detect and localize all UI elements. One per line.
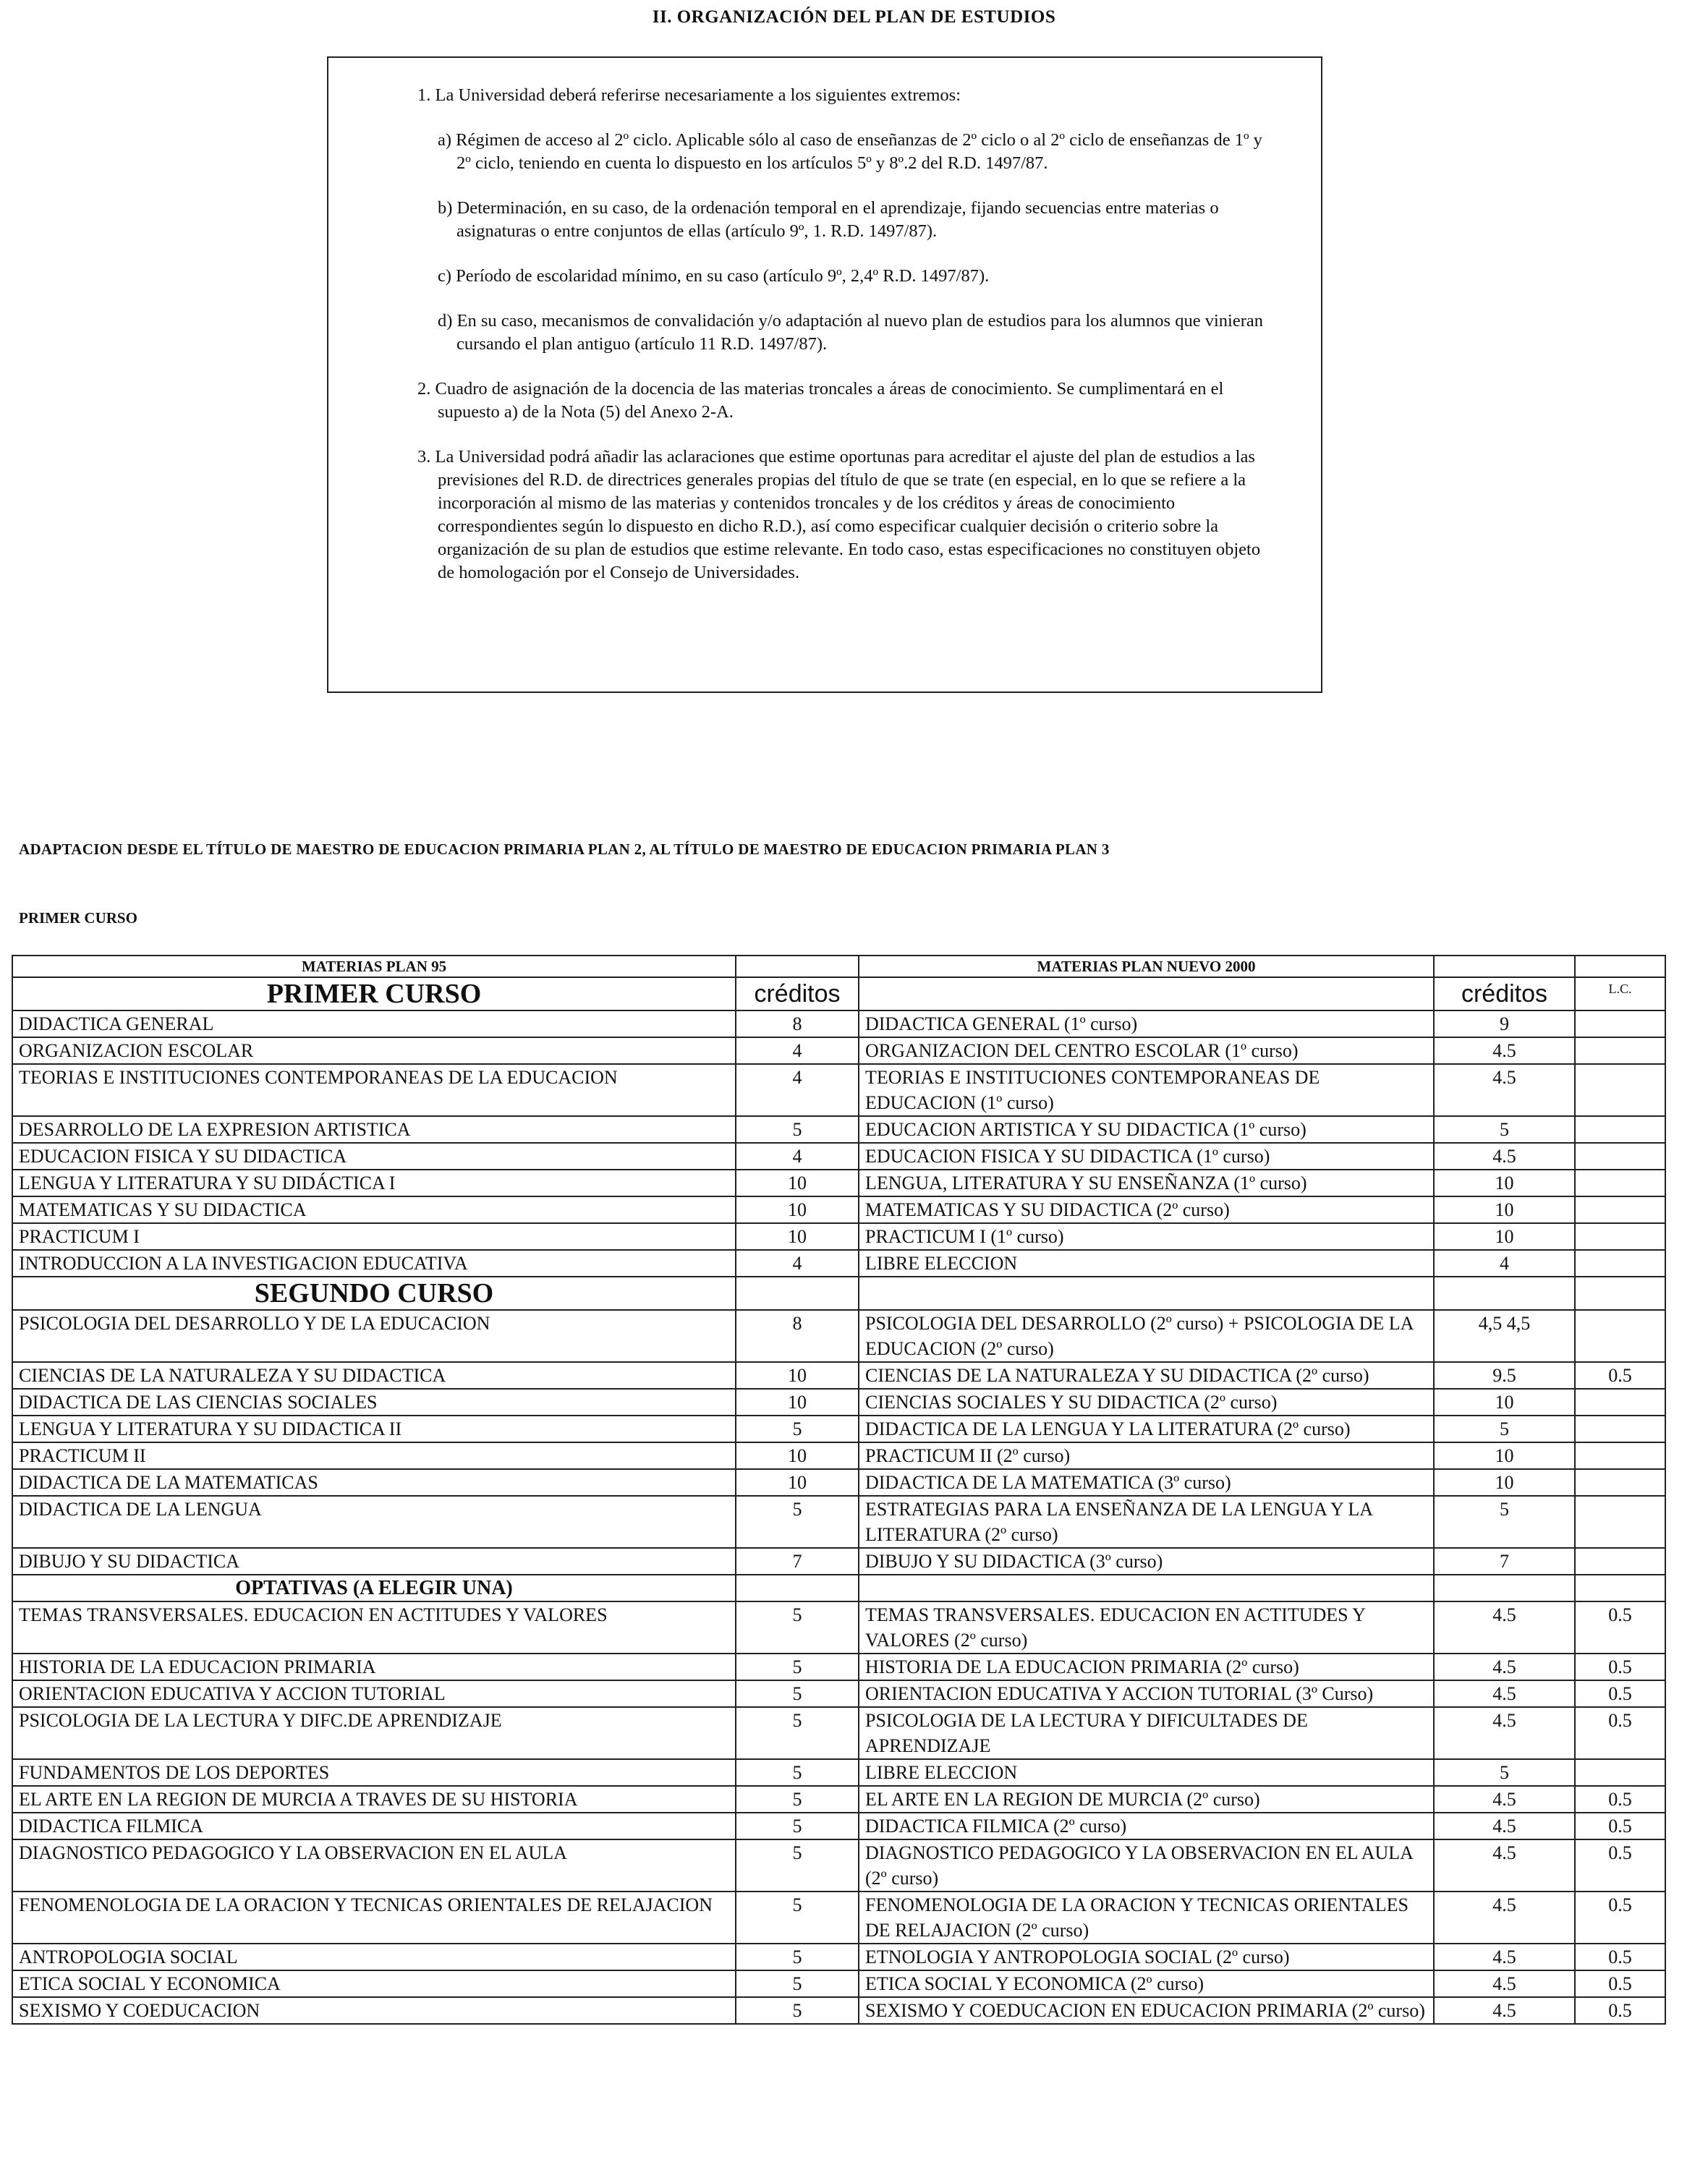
lc-credits: [1575, 1389, 1665, 1416]
table-row: [12, 1310, 1665, 1362]
old-subject: ANTROPOLOGIA SOCIAL: [12, 1944, 736, 1970]
table-row: [12, 1196, 1665, 1223]
new-subject: DIDACTICA DE LA MATEMATICA (3º curso): [859, 1469, 1434, 1496]
header-empty: [1575, 956, 1665, 977]
header-empty: [736, 956, 859, 977]
table-row: [12, 1037, 1665, 1064]
old-subject: MATEMATICAS Y SU DIDACTICA: [12, 1196, 736, 1223]
old-subject: EDUCACION FISICA Y SU DIDACTICA: [12, 1143, 736, 1170]
new-credits: 7: [1434, 1548, 1575, 1575]
lc-credits: [1575, 1170, 1665, 1196]
old-credits: 5: [736, 1786, 859, 1813]
header-plan-95: MATERIAS PLAN 95: [12, 956, 736, 977]
instruction-item-1: 1. La Universidad deberá referirse necesariamente a los siguientes extremos:: [417, 85, 961, 105]
new-subject: PRACTICUM I (1º curso): [859, 1223, 1434, 1250]
new-credits: 10: [1434, 1389, 1575, 1416]
lc-credits: 0.5: [1575, 1839, 1665, 1892]
old-subject: PRACTICUM II: [12, 1442, 736, 1469]
lc-credits: 0.5: [1575, 1786, 1665, 1813]
old-credits: 4: [736, 1037, 859, 1064]
empty-cell: [736, 1277, 859, 1310]
section-row-primer-curso: [12, 977, 1665, 1010]
old-subject: INTRODUCCION A LA INVESTIGACION EDUCATIVA: [12, 1250, 736, 1277]
table-row: [12, 1064, 1665, 1116]
lc-credits: [1575, 1196, 1665, 1223]
section-row-segundo-curso-heading: SEGUNDO CURSO: [12, 1277, 736, 1310]
new-credits: 4.5: [1434, 1892, 1575, 1944]
new-credits: 4: [1434, 1250, 1575, 1277]
new-credits: 4.5: [1434, 1839, 1575, 1892]
new-subject: PRACTICUM II (2º curso): [859, 1442, 1434, 1469]
table-row: [12, 1469, 1665, 1496]
old-subject: TEMAS TRANSVERSALES. EDUCACION EN ACTITUDES Y VALORES: [12, 1601, 736, 1654]
empty-cell: [1575, 1575, 1665, 1601]
creditos-label-new: créditos: [1434, 977, 1575, 1010]
new-credits: 10: [1434, 1442, 1575, 1469]
old-credits: 5: [736, 1839, 859, 1892]
instructions-box: [327, 56, 1322, 693]
new-subject: EL ARTE EN LA REGION DE MURCIA (2º curso): [859, 1786, 1434, 1813]
old-subject: FENOMENOLOGIA DE LA ORACION Y TECNICAS ORIENTALES DE RELAJACION: [12, 1892, 736, 1944]
adaptation-title: ADAPTACION DESDE EL TÍTULO DE MAESTRO DE EDUCACION PRIMARIA PLAN 2, AL TÍTULO DE MAESTRO DE EDUCACION PRIMARIA PLAN 3: [19, 841, 1110, 858]
lc-credits: 0.5: [1575, 1362, 1665, 1389]
empty-cell: [859, 1277, 1434, 1310]
new-credits: 10: [1434, 1196, 1575, 1223]
lc-credits: [1575, 1442, 1665, 1469]
table-row: [12, 1223, 1665, 1250]
old-subject: CIENCIAS DE LA NATURALEZA Y SU DIDACTICA: [12, 1362, 736, 1389]
old-credits: 10: [736, 1442, 859, 1469]
lc-credits: 0.5: [1575, 1997, 1665, 2024]
new-credits: 4,5 4,5: [1434, 1310, 1575, 1362]
section-row-segundo-curso: [12, 1277, 1665, 1310]
lc-credits: [1575, 1143, 1665, 1170]
new-credits: 4.5: [1434, 1997, 1575, 2024]
curso-title: PRIMER CURSO: [19, 909, 137, 927]
new-credits: 4.5: [1434, 1970, 1575, 1997]
lc-credits: [1575, 1116, 1665, 1143]
table-row: [12, 1116, 1665, 1143]
old-subject: ORGANIZACION ESCOLAR: [12, 1037, 736, 1064]
new-subject: DIAGNOSTICO PEDAGOGICO Y LA OBSERVACION EN EL AULA (2º curso): [859, 1839, 1434, 1892]
old-subject: LENGUA Y LITERATURA Y SU DIDÁCTICA I: [12, 1170, 736, 1196]
lc-credits: [1575, 1223, 1665, 1250]
old-credits: 7: [736, 1548, 859, 1575]
table-row: [12, 1601, 1665, 1654]
new-subject: ORIENTACION EDUCATIVA Y ACCION TUTORIAL (3º Curso): [859, 1680, 1434, 1707]
old-subject: LENGUA Y LITERATURA Y SU DIDACTICA II: [12, 1416, 736, 1442]
new-credits: 5: [1434, 1496, 1575, 1548]
new-credits: 4.5: [1434, 1143, 1575, 1170]
lc-credits: 0.5: [1575, 1970, 1665, 1997]
table-row: [12, 1496, 1665, 1548]
creditos-label-old: créditos: [736, 977, 859, 1010]
new-credits: 4.5: [1434, 1680, 1575, 1707]
new-subject: EDUCACION ARTISTICA Y SU DIDACTICA (1º curso): [859, 1116, 1434, 1143]
instruction-item-1b: b) Determinación, en su caso, de la ordenación temporal en el aprendizaje, fijando secuencias entre materias o asignaturas o entre conjuntos de ellas (artículo 9º, 1. R.D. 1497/87).: [438, 198, 1219, 241]
table-row: [12, 1786, 1665, 1813]
old-subject: DIDACTICA FILMICA: [12, 1813, 736, 1839]
table-row: [12, 1892, 1665, 1944]
lc-credits: [1575, 1469, 1665, 1496]
new-subject: DIDACTICA FILMICA (2º curso): [859, 1813, 1434, 1839]
empty-cell: [859, 1575, 1434, 1601]
new-subject: LIBRE ELECCION: [859, 1250, 1434, 1277]
old-credits: 5: [736, 1496, 859, 1548]
old-credits: 5: [736, 1654, 859, 1680]
table-row: [12, 1839, 1665, 1892]
table-row: [12, 1707, 1665, 1759]
table-row: [12, 1362, 1665, 1389]
old-credits: 4: [736, 1143, 859, 1170]
adaptation-table: [12, 955, 1666, 2025]
new-subject: LIBRE ELECCION: [859, 1759, 1434, 1786]
instruction-item-1c: c) Período de escolaridad mínimo, en su caso (artículo 9º, 2,4º R.D. 1497/87).: [438, 266, 990, 286]
new-subject: TEORIAS E INSTITUCIONES CONTEMPORANEAS DE EDUCACION (1º curso): [859, 1064, 1434, 1116]
section-row-optativas-heading: OPTATIVAS (A ELEGIR UNA): [12, 1575, 736, 1601]
table-row: [12, 1680, 1665, 1707]
new-subject: EDUCACION FISICA Y SU DIDACTICA (1º curso): [859, 1143, 1434, 1170]
lc-credits: [1575, 1310, 1665, 1362]
table-row: [12, 1170, 1665, 1196]
new-subject: HISTORIA DE LA EDUCACION PRIMARIA (2º curso): [859, 1654, 1434, 1680]
empty-cell: [859, 977, 1434, 1010]
old-subject: EL ARTE EN LA REGION DE MURCIA A TRAVES DE SU HISTORIA: [12, 1786, 736, 1813]
old-subject: SEXISMO Y COEDUCACION: [12, 1997, 736, 2024]
old-subject: PSICOLOGIA DE LA LECTURA Y DIFC.DE APRENDIZAJE: [12, 1707, 736, 1759]
new-subject: TEMAS TRANSVERSALES. EDUCACION EN ACTITUDES Y VALORES (2º curso): [859, 1601, 1434, 1654]
table-header-row: [12, 956, 1665, 977]
header-plan-2000: MATERIAS PLAN NUEVO 2000: [859, 956, 1434, 977]
new-subject: DIDACTICA DE LA LENGUA Y LA LITERATURA (2º curso): [859, 1416, 1434, 1442]
old-subject: DIDACTICA DE LAS CIENCIAS SOCIALES: [12, 1389, 736, 1416]
lc-credits: [1575, 1496, 1665, 1548]
old-subject: PSICOLOGIA DEL DESARROLLO Y DE LA EDUCACION: [12, 1310, 736, 1362]
instruction-item-1d: d) En su caso, mecanismos de convalidación y/o adaptación al nuevo plan de estudios para los alumnos que vinieran cursando el plan antiguo (artículo 11 R.D. 1497/87).: [438, 311, 1263, 354]
section-heading-primer-curso: PRIMER CURSO: [12, 977, 736, 1010]
lc-credits: 0.5: [1575, 1707, 1665, 1759]
new-credits: 10: [1434, 1223, 1575, 1250]
instruction-item-1a: a) Régimen de acceso al 2º ciclo. Aplicable sólo al caso de enseñanzas de 2º ciclo o al 2º ciclo de enseñanzas de 1º y 2º ciclo, teniendo en cuenta lo dispuesto en los artículos 5º y 8º.2 del R.D. 1497/87.: [438, 130, 1262, 173]
table-row: [12, 1944, 1665, 1970]
lc-credits: [1575, 1548, 1665, 1575]
table-row: [12, 1010, 1665, 1037]
empty-cell: [1575, 1277, 1665, 1310]
old-credits: 5: [736, 1116, 859, 1143]
old-credits: 5: [736, 1892, 859, 1944]
new-credits: 5: [1434, 1116, 1575, 1143]
new-credits: 5: [1434, 1759, 1575, 1786]
lc-credits: [1575, 1759, 1665, 1786]
table-row: [12, 1813, 1665, 1839]
table-row: [12, 1970, 1665, 1997]
new-subject: PSICOLOGIA DEL DESARROLLO (2º curso) + PSICOLOGIA DE LA EDUCACION (2º curso): [859, 1310, 1434, 1362]
old-subject: HISTORIA DE LA EDUCACION PRIMARIA: [12, 1654, 736, 1680]
lc-credits: [1575, 1064, 1665, 1116]
old-subject: DIBUJO Y SU DIDACTICA: [12, 1548, 736, 1575]
new-credits: 5: [1434, 1416, 1575, 1442]
new-credits: 4.5: [1434, 1064, 1575, 1116]
header-empty: [1434, 956, 1575, 977]
instruction-item-3: 3. La Universidad podrá añadir las aclaraciones que estime oportunas para acreditar el ajuste del plan de estudios a las previsiones del R.D. de directrices generales propias del título de que se trate (en especial, en lo que se refiere a la incorporación al mismo de las materias y contenidos troncales y de los créditos y áreas de conocimiento correspondientes según lo dispuesto en dicho R.D.), así como especificar cualquier decisión o criterio sobre la organización de su plan de estudios que estime relevante. En todo caso, estas especificaciones no constituyen objeto de homologación por el Consejo de Universidades.: [417, 447, 1261, 582]
new-subject: ESTRATEGIAS PARA LA ENSEÑANZA DE LA LENGUA Y LA LITERATURA (2º curso): [859, 1496, 1434, 1548]
lc-credits: [1575, 1250, 1665, 1277]
old-credits: 5: [736, 1997, 859, 2024]
section-row-optativas: [12, 1575, 1665, 1601]
instruction-item-2: 2. Cuadro de asignación de la docencia de las materias troncales a áreas de conocimiento. Se cumplimentará en el supuesto a) de la Nota (5) del Anexo 2-A.: [417, 379, 1224, 422]
old-subject: DIDACTICA GENERAL: [12, 1010, 736, 1037]
new-subject: FENOMENOLOGIA DE LA ORACION Y TECNICAS ORIENTALES DE RELAJACION (2º curso): [859, 1892, 1434, 1944]
old-credits: 5: [736, 1759, 859, 1786]
new-credits: 4.5: [1434, 1037, 1575, 1064]
lc-credits: 0.5: [1575, 1944, 1665, 1970]
old-credits: 5: [736, 1680, 859, 1707]
old-credits: 5: [736, 1944, 859, 1970]
table-row: [12, 1250, 1665, 1277]
old-credits: 5: [736, 1601, 859, 1654]
table-row: [12, 1654, 1665, 1680]
old-subject: DIDACTICA DE LA MATEMATICAS: [12, 1469, 736, 1496]
table-row: [12, 1548, 1665, 1575]
new-subject: ORGANIZACION DEL CENTRO ESCOLAR (1º curso): [859, 1037, 1434, 1064]
old-credits: 10: [736, 1170, 859, 1196]
lc-credits: [1575, 1010, 1665, 1037]
new-credits: 10: [1434, 1170, 1575, 1196]
lc-credits: 0.5: [1575, 1654, 1665, 1680]
lc-credits: [1575, 1416, 1665, 1442]
lc-label: L.C.: [1575, 977, 1665, 1010]
table-row: [12, 1442, 1665, 1469]
new-subject: ETICA SOCIAL Y ECONOMICA (2º curso): [859, 1970, 1434, 1997]
lc-credits: [1575, 1037, 1665, 1064]
old-credits: 10: [736, 1469, 859, 1496]
table-row: [12, 1389, 1665, 1416]
old-subject: TEORIAS E INSTITUCIONES CONTEMPORANEAS DE LA EDUCACION: [12, 1064, 736, 1116]
table-row: [12, 1143, 1665, 1170]
old-subject: ORIENTACION EDUCATIVA Y ACCION TUTORIAL: [12, 1680, 736, 1707]
old-credits: 4: [736, 1064, 859, 1116]
old-subject: DESARROLLO DE LA EXPRESION ARTISTICA: [12, 1116, 736, 1143]
lc-credits: 0.5: [1575, 1601, 1665, 1654]
new-credits: 9.5: [1434, 1362, 1575, 1389]
new-subject: CIENCIAS SOCIALES Y SU DIDACTICA (2º curso): [859, 1389, 1434, 1416]
new-subject: DIBUJO Y SU DIDACTICA (3º curso): [859, 1548, 1434, 1575]
new-subject: DIDACTICA GENERAL (1º curso): [859, 1010, 1434, 1037]
new-subject: MATEMATICAS Y SU DIDACTICA (2º curso): [859, 1196, 1434, 1223]
old-subject: PRACTICUM I: [12, 1223, 736, 1250]
new-credits: 4.5: [1434, 1654, 1575, 1680]
empty-cell: [736, 1575, 859, 1601]
old-credits: 10: [736, 1362, 859, 1389]
old-credits: 10: [736, 1389, 859, 1416]
new-subject: PSICOLOGIA DE LA LECTURA Y DIFICULTADES DE APRENDIZAJE: [859, 1707, 1434, 1759]
old-credits: 5: [736, 1970, 859, 1997]
table-row: [12, 1416, 1665, 1442]
old-credits: 5: [736, 1416, 859, 1442]
old-subject: FUNDAMENTOS DE LOS DEPORTES: [12, 1759, 736, 1786]
lc-credits: 0.5: [1575, 1813, 1665, 1839]
new-subject: CIENCIAS DE LA NATURALEZA Y SU DIDACTICA (2º curso): [859, 1362, 1434, 1389]
empty-cell: [1434, 1575, 1575, 1601]
new-credits: 4.5: [1434, 1813, 1575, 1839]
lc-credits: 0.5: [1575, 1892, 1665, 1944]
old-subject: ETICA SOCIAL Y ECONOMICA: [12, 1970, 736, 1997]
new-credits: 4.5: [1434, 1944, 1575, 1970]
old-credits: 5: [736, 1813, 859, 1839]
new-credits: 4.5: [1434, 1786, 1575, 1813]
new-subject: LENGUA, LITERATURA Y SU ENSEÑANZA (1º curso): [859, 1170, 1434, 1196]
old-subject: DIDACTICA DE LA LENGUA: [12, 1496, 736, 1548]
lc-credits: 0.5: [1575, 1680, 1665, 1707]
old-subject: DIAGNOSTICO PEDAGOGICO Y LA OBSERVACION EN EL AULA: [12, 1839, 736, 1892]
new-credits: 4.5: [1434, 1601, 1575, 1654]
old-credits: 8: [736, 1310, 859, 1362]
table-row: [12, 1997, 1665, 2024]
old-credits: 10: [736, 1196, 859, 1223]
old-credits: 10: [736, 1223, 859, 1250]
old-credits: 4: [736, 1250, 859, 1277]
new-credits: 4.5: [1434, 1707, 1575, 1759]
new-credits: 10: [1434, 1469, 1575, 1496]
new-subject: SEXISMO Y COEDUCACION EN EDUCACION PRIMARIA (2º curso): [859, 1997, 1434, 2024]
table-row: [12, 1759, 1665, 1786]
empty-cell: [1434, 1277, 1575, 1310]
new-subject: ETNOLOGIA Y ANTROPOLOGIA SOCIAL (2º curso): [859, 1944, 1434, 1970]
new-credits: 9: [1434, 1010, 1575, 1037]
old-credits: 8: [736, 1010, 859, 1037]
old-credits: 5: [736, 1707, 859, 1759]
page-title: II. ORGANIZACIÓN DEL PLAN DE ESTUDIOS: [652, 7, 1056, 27]
